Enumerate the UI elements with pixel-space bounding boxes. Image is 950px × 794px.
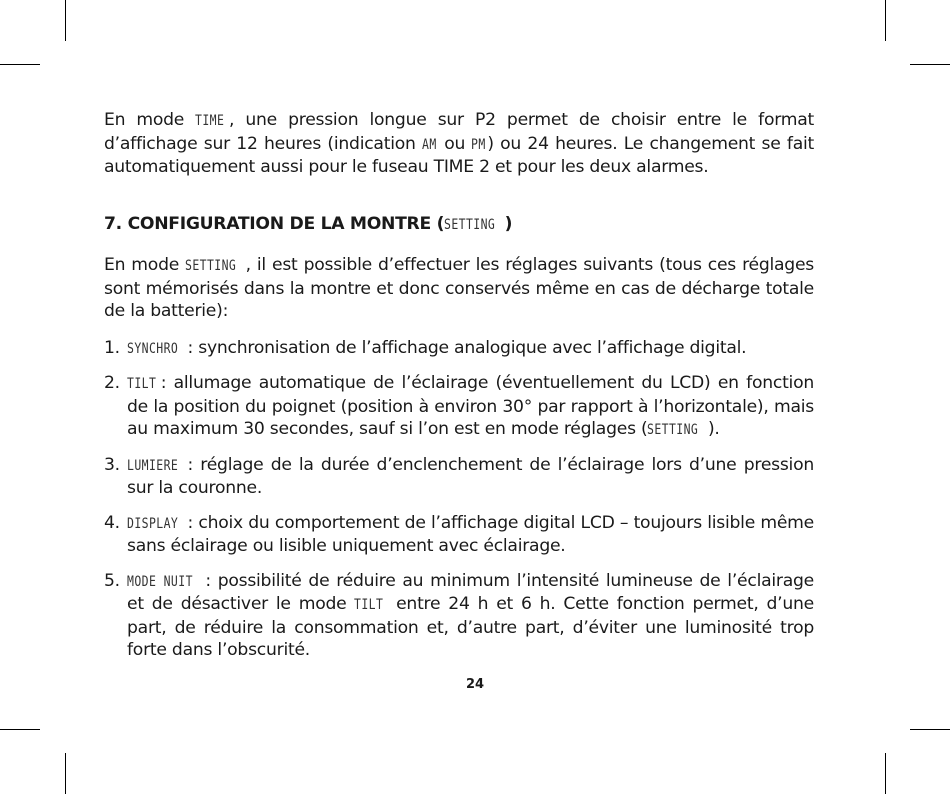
list-item-text-end: entre 24 h et 6 h. Cette fonction permet, d’une part, de réduire la consommation et, d’autre part, d’éviter une luminosité trop forte dans l’obscurité. <box>127 594 814 660</box>
list-item <box>104 372 814 442</box>
lcd-label-lumiere: LUMIERE <box>127 457 179 474</box>
lcd-label-time: TIME <box>195 113 225 129</box>
crop-mark-bottom-left-horizontal <box>0 729 40 730</box>
list-item <box>104 570 814 662</box>
section-heading <box>104 213 814 237</box>
crop-mark-bottom-left-vertical <box>65 753 66 794</box>
intro-text-4: ) ou 24 heures. Le changement se fait automatiquement aussi pour le fuseau TIME 2 et pour les deux alarmes. <box>104 133 814 177</box>
crop-mark-bottom-right-horizontal <box>910 729 950 730</box>
crop-mark-top-right-horizontal <box>910 64 950 65</box>
list-item-text: : réglage de la durée d’enclenchement de l’éclairage lors d’une pression sur la couronne. <box>127 454 814 498</box>
crop-mark-top-left-vertical <box>65 0 66 41</box>
settings-list <box>104 337 814 662</box>
list-item-text: : possibilité de réduire au minimum l’intensité lumineuse de l’éclairage et de désactiver le mode <box>127 570 814 614</box>
list-item-number: 3. <box>104 454 120 475</box>
list-item <box>104 337 814 361</box>
intro-text-1: En mode <box>104 110 196 130</box>
list-item-number: 2. <box>104 373 120 393</box>
intro-text-2: , une pression longue sur P2 permet de choisir entre le format d’affichage sur 12 heures (indication <box>104 110 814 154</box>
lcd-label-tilt: TILT <box>127 376 157 392</box>
list-item-text: : allumage automatique de l’éclairage (éventuellement du LCD) en fonction de la position du poignet (position à environ 30° par rapport à l’horizontale), mais au maximum 30 secondes, sauf si l’on est en mode réglages ( <box>127 373 814 439</box>
lcd-label-tilt: TILT <box>354 597 384 613</box>
section-intro-text-2: , il est possible d’effectuer les réglages suivants (tous ces réglages sont mémorisés dans la montre et donc conservés même en cas de décharge totale de la batterie): <box>104 255 814 321</box>
lcd-label-setting: SETTING <box>647 422 699 438</box>
lcd-label-am: AM <box>421 136 437 153</box>
lcd-label-setting: SETTING <box>444 216 496 233</box>
page-number: 24 <box>465 677 485 692</box>
list-item-text: : choix du comportement de l’affichage digital LCD – toujours lisible même sans éclairage ou lisible uniquement avec éclairage. <box>127 512 814 556</box>
lcd-label-mode-nuit: MODE NUIT <box>127 573 193 590</box>
section-intro-text-1: En mode <box>104 255 186 275</box>
list-item-text: : synchronisation de l’affichage analogique avec l’affichage digital. <box>187 337 747 358</box>
list-item-text-end: ). <box>707 419 720 439</box>
section-heading-text: 7. CONFIGURATION DE LA MONTRE ( <box>104 213 445 234</box>
intro-paragraph <box>104 109 814 179</box>
list-item-number: 1. <box>104 337 120 358</box>
section-heading-close: ) <box>504 213 513 234</box>
lcd-label-synchro: SYNCHRO <box>127 340 179 357</box>
list-item <box>104 512 814 558</box>
lcd-label-setting: SETTING <box>185 258 237 274</box>
page-content <box>104 109 814 674</box>
list-item-number: 4. <box>104 512 120 533</box>
list-item <box>104 454 814 500</box>
lcd-label-pm: PM <box>471 136 487 153</box>
list-item-number: 5. <box>104 570 120 591</box>
crop-mark-bottom-right-vertical <box>885 753 886 794</box>
section-intro <box>104 254 814 323</box>
intro-text-3: ou <box>437 133 472 154</box>
crop-mark-top-right-vertical <box>885 0 886 41</box>
crop-mark-top-left-horizontal <box>0 64 40 65</box>
lcd-label-display: DISPLAY <box>127 515 179 532</box>
